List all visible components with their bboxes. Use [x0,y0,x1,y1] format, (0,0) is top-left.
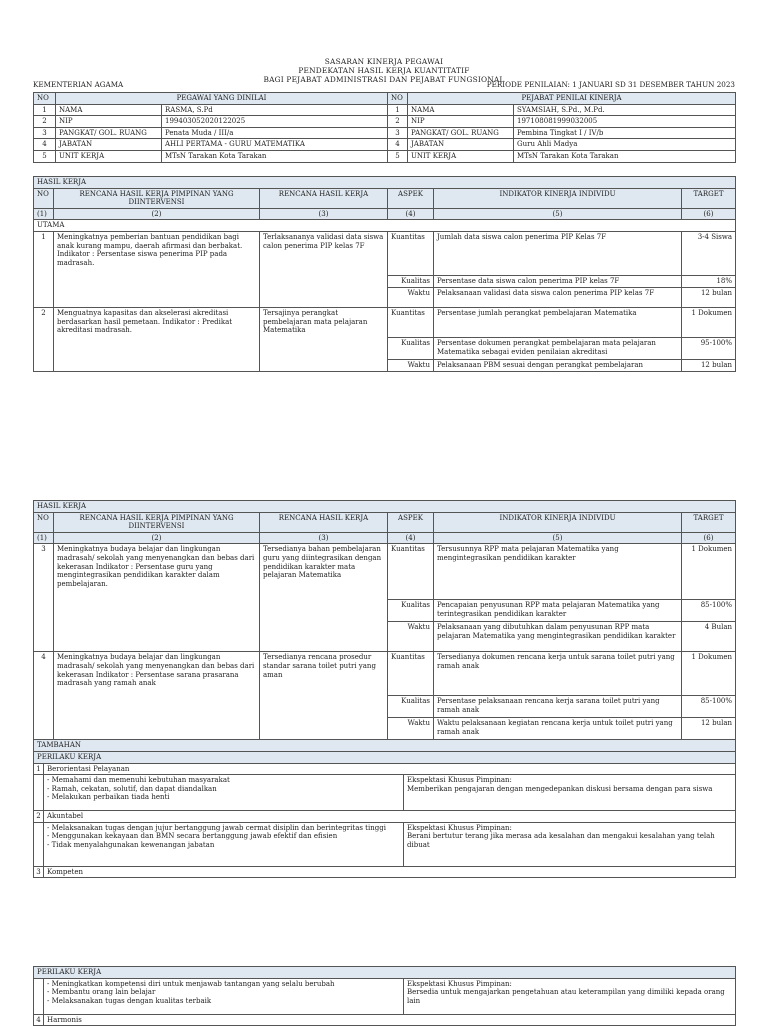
col-header-no: NO [34,512,54,532]
identity-no-header: NO [34,93,56,105]
indikator-cell: Pelaksanaan validasi data siswa calon penerima PIP kelas 7F [434,287,682,307]
col-number: (4) [388,532,434,544]
aspek-cell: Kualitas [388,337,434,359]
expectation-label: Ekspektasi Khusus Pimpinan: [407,776,512,785]
perilaku-table-wrap-2 [33,966,735,1026]
item-no: 1 [34,231,54,307]
perilaku-title: Kompeten [44,866,736,878]
aspek-cell: Kuantitas [388,307,434,337]
perilaku-point: - Meningkatkan kompetensi diri untuk menjawab tantangan yang selalu berubah [47,979,335,988]
identity-left-value: 199403052020122025 [162,116,388,128]
item-pimpinan: Meningkatnya budaya belajar dan lingkungan madrasah/ sekolah yang menyenangkan dan bebas dari kekerasan Indikator : Persentase guru yang mengintegrasikan pendidikan karakter dalam pembelajaran. [54,544,260,652]
section-hasil-kerja: HASIL KERJA [34,177,736,189]
identity-label: PANGKAT/ GOL. RUANG [408,127,514,139]
identity-right-value: MTsN Tarakan Kota Tarakan [514,150,736,162]
target-cell: 85-100% [682,696,736,718]
table-row [34,231,736,275]
section-perilaku-kerja: PERILAKU KERJA [34,967,736,979]
agency-period-row [33,80,735,90]
target-cell: 3-4 Siswa [682,231,736,275]
identity-left-value: MTsN Tarakan Kota Tarakan [162,150,388,162]
column-number-row [34,532,736,544]
target-cell: 1 Dokumen [682,544,736,600]
target-cell: 12 bulan [682,718,736,740]
section-row [34,751,736,763]
perilaku-spacer [34,822,44,866]
identity-row [34,139,736,151]
item-no: 4 [34,652,54,740]
indikator-cell: Persentase dokumen perangkat pembelajaran mata pelajaran Matematika sebagai eviden penilaian akreditasi [434,337,682,359]
indikator-cell: Persentase jumlah perangkat pembelajaran Matematika [434,307,682,337]
perilaku-title: Akuntabel [44,811,736,823]
indikator-cell: Persentase pelaksanaan rencana kerja sarana toilet putri yang ramah anak [434,696,682,718]
section-row [34,501,736,513]
perilaku-no: 4 [34,1014,44,1026]
col-header-aspek: ASPEK [388,512,434,532]
col-number: (1) [34,532,54,544]
col-number: (1) [34,208,54,220]
perilaku-no: 1 [34,763,44,775]
identity-row [34,127,736,139]
col-number: (3) [260,208,388,220]
perilaku-kerja-table-continued [33,966,736,1026]
identity-label: NAMA [408,104,514,116]
perilaku-title: Harmonis [44,1014,736,1026]
period-label: PERIODE PENILAIAN: 1 JANUARI SD 31 DESEMBER TAHUN 2023 [486,80,735,89]
target-cell: 18% [682,275,736,287]
indikator-cell: Jumlah data siswa calon penerima PIP Kelas 7F [434,231,682,275]
identity-left-value: Penata Muda / III/a [162,127,388,139]
perilaku-detail-row [34,978,736,1014]
item-rencana: Tersedianya bahan pembelajaran guru yang diintegrasikan dengan pendidikan karakter mata pelajaran Matematika [260,544,388,652]
col-header-indikator: INDIKATOR KINERJA INDIVIDU [434,512,682,532]
aspek-cell: Waktu [388,359,434,371]
col-header-rencana: RENCANA HASIL KERJA [260,512,388,532]
section-row [34,177,736,189]
expectation-label: Ekspektasi Khusus Pimpinan: [407,823,512,832]
item-rencana: Tersajinya perangkat pembelajaran mata pelajaran Matematika [260,307,388,371]
identity-no: 1 [388,104,408,116]
title-line-3: BAGI PEJABAT ADMINISTRASI DAN PEJABAT FUNGSIONAL [263,75,505,84]
aspek-cell: Kualitas [388,275,434,287]
identity-right-value: SYAMSIAH, S.Pd., M.Pd. [514,104,736,116]
col-number: (4) [388,208,434,220]
perilaku-point: - Melaksanakan tugas dengan kualitas terbaik [47,996,212,1005]
identity-label: NIP [408,116,514,128]
identity-label: UNIT KERJA [408,150,514,162]
identity-right-value: 197108081999032005 [514,116,736,128]
identity-row [34,150,736,162]
perilaku-title-row [34,811,736,823]
col-header-pimpinan: RENCANA HASIL KERJA PIMPINAN YANG DIINTERVENSI [54,188,260,208]
perilaku-points [44,775,404,811]
title-line-2: PENDEKATAN HASIL KERJA KUANTITATIF [298,66,470,75]
aspek-cell: Kuantitas [388,652,434,696]
target-cell: 12 bulan [682,287,736,307]
hasil-kerja-table-wrap-1 [33,176,735,372]
agency-label: KEMENTERIAN AGAMA [33,80,124,89]
identity-label: NIP [56,116,162,128]
col-header-target: TARGET [682,512,736,532]
identity-label: NAMA [56,104,162,116]
identity-right-value: Guru Ahli Madya [514,139,736,151]
identity-no: 3 [34,127,56,139]
item-rencana: Terlaksananya validasi data siswa calon penerima PIP kelas 7F [260,231,388,307]
item-rencana: Tersedianya rencana prosedur standar sarana toilet putri yang aman [260,652,388,740]
section-tambahan: TAMBAHAN [34,740,736,752]
identity-row [34,104,736,116]
col-header-target: TARGET [682,188,736,208]
perilaku-expectation [404,978,736,1014]
identity-header-row [34,93,736,105]
perilaku-no: 3 [34,866,44,878]
col-header-indikator: INDIKATOR KINERJA INDIVIDU [434,188,682,208]
section-row [34,220,736,232]
identity-right-value: Pembina Tingkat I / IV/b [514,127,736,139]
section-utama: UTAMA [34,220,736,232]
perilaku-title-row [34,866,736,878]
identity-no: 1 [34,104,56,116]
target-cell: 85-100% [682,600,736,622]
aspek-cell: Waktu [388,622,434,652]
col-header-aspek: ASPEK [388,188,434,208]
identity-no: 2 [388,116,408,128]
col-header-rencana: RENCANA HASIL KERJA [260,188,388,208]
indikator-cell: Pelaksanaan PBM sesuai dengan perangkat pembelajaran [434,359,682,371]
identity-no: 5 [34,150,56,162]
identity-no: 3 [388,127,408,139]
target-cell: 12 bulan [682,359,736,371]
target-cell: 4 Bulan [682,622,736,652]
indikator-cell: Pencapaian penyusunan RPP mata pelajaran Matematika yang terintegrasikan pendidikan karakter [434,600,682,622]
identity-left-value: RASMA, S.Pd [162,104,388,116]
perilaku-no: 2 [34,811,44,823]
perilaku-point: - Melaksanakan tugas dengan jujur bertanggung jawab cermat disiplin dan berintegritas tinggi [47,823,386,832]
section-perilaku-kerja: PERILAKU KERJA [34,751,736,763]
identity-label: JABATAN [56,139,162,151]
perilaku-detail-row [34,822,736,866]
item-pimpinan: Menguatnya kapasitas dan akselerasi akreditasi berdasarkan hasil pemetaan. Indikator : Predikat akreditasi madrasah. [54,307,260,371]
expectation-text: Berani bertutur terang jika merasa ada kesalahan dan mengakui kesalahan yang telah dibuat [407,832,715,849]
identity-table-wrap [33,92,735,163]
identity-label: JABATAN [408,139,514,151]
identity-no: 4 [34,139,56,151]
column-header-row [34,188,736,208]
aspek-cell: Kualitas [388,600,434,622]
identity-no: 4 [388,139,408,151]
table-row [34,544,736,600]
column-header-row [34,512,736,532]
table-row [34,307,736,337]
col-number: (2) [54,208,260,220]
table-row [34,652,736,696]
col-number: (5) [434,208,682,220]
indikator-cell: Waktu pelaksanaan kegiatan rencana kerja untuk toilet putri yang ramah anak [434,718,682,740]
perilaku-title: Berorientasi Pelayanan [44,763,736,775]
perilaku-points [44,822,404,866]
perilaku-kerja-table [33,751,736,878]
perilaku-point: - Tidak menyalahgunakan kewenangan jabatan [47,840,215,849]
item-no: 2 [34,307,54,371]
perilaku-points [44,978,404,1014]
item-pimpinan: Meningkatnya pemberian bantuan pendidikan bagi anak kurang mampu, daerah afirmasi dan berbakat. Indikator : Persentase siswa penerima PIP pada madrasah. [54,231,260,307]
identity-label: UNIT KERJA [56,150,162,162]
aspek-cell: Kuantitas [388,544,434,600]
perilaku-spacer [34,978,44,1014]
col-header-no: NO [34,188,54,208]
aspek-cell: Kuantitas [388,231,434,275]
indikator-cell: Tersedianya dokumen rencana kerja untuk sarana toilet putri yang ramah anak [434,652,682,696]
col-header-pimpinan: RENCANA HASIL KERJA PIMPINAN YANG DIINTERVENSI [54,512,260,532]
identity-label: PANGKAT/ GOL. RUANG [56,127,162,139]
col-number: (2) [54,532,260,544]
hasil-kerja-table-continued [33,500,736,752]
perilaku-expectation [404,775,736,811]
col-number: (6) [682,208,736,220]
identity-left-title: PEGAWAI YANG DINILAI [56,93,388,105]
hasil-kerja-table [33,176,736,372]
col-number: (6) [682,532,736,544]
col-number: (3) [260,532,388,544]
section-row [34,967,736,979]
identity-no: 2 [34,116,56,128]
perilaku-point: - Melakukan perbaikan tiada henti [47,793,170,802]
column-number-row [34,208,736,220]
perilaku-expectation [404,822,736,866]
identity-right-title: PEJABAT PENILAI KINERJA [408,93,736,105]
aspek-cell: Waktu [388,718,434,740]
identity-no-header-right: NO [388,93,408,105]
target-cell: 95-100% [682,337,736,359]
col-number: (5) [434,532,682,544]
identity-row [34,116,736,128]
indikator-cell: Persentase data siswa calon penerima PIP kelas 7F [434,275,682,287]
indikator-cell: Tersusunnya RPP mata pelajaran Matematika yang mengintegrasikan pendidikan karakter [434,544,682,600]
section-hasil-kerja: HASIL KERJA [34,501,736,513]
hasil-kerja-table-wrap-2 [33,500,735,878]
perilaku-title-row [34,763,736,775]
expectation-label: Ekspektasi Khusus Pimpinan: [407,979,512,988]
perilaku-point: - Memahami dan memenuhi kebutuhan masyarakat [47,776,230,785]
item-pimpinan: Meningkatnya budaya belajar dan lingkungan madrasah/ sekolah yang menyenangkan dan bebas dari kekerasan Indikator : Persentase sarana prasarana madrasah yang ramah anak [54,652,260,740]
aspek-cell: Kualitas [388,696,434,718]
perilaku-point: - Membantu orang lain belajar [47,988,156,997]
identity-no: 5 [388,150,408,162]
identity-table [33,92,736,163]
aspek-cell: Waktu [388,287,434,307]
title-line-1: SASARAN KINERJA PEGAWAI [324,57,444,66]
expectation-text: Memberikan pengajaran dengan mengedepankan diskusi bersama dengan para siswa [407,784,713,793]
expectation-text: Bersedia untuk mengajarkan pengetahuan atau keterampilan yang dimiliki kepada orang lain [407,988,725,1005]
perilaku-point: - Menggunakan kekayaan dan BMN secara bertanggung jawab efektif dan efisien [47,832,338,841]
indikator-cell: Pelaksanaan yang dibutuhkan dalam penyusunan RPP mata pelajaran Matematika yang mengintegrasikan pendidikan karakter [434,622,682,652]
perilaku-point: - Ramah, cekatan, solutif, dan dapat diandalkan [47,784,217,793]
identity-left-value: AHLI PERTAMA - GURU MATEMATIKA [162,139,388,151]
target-cell: 1 Dokumen [682,307,736,337]
perilaku-detail-row [34,775,736,811]
item-no: 3 [34,544,54,652]
target-cell: 1 Dokumen [682,652,736,696]
section-row [34,740,736,752]
perilaku-spacer [34,775,44,811]
